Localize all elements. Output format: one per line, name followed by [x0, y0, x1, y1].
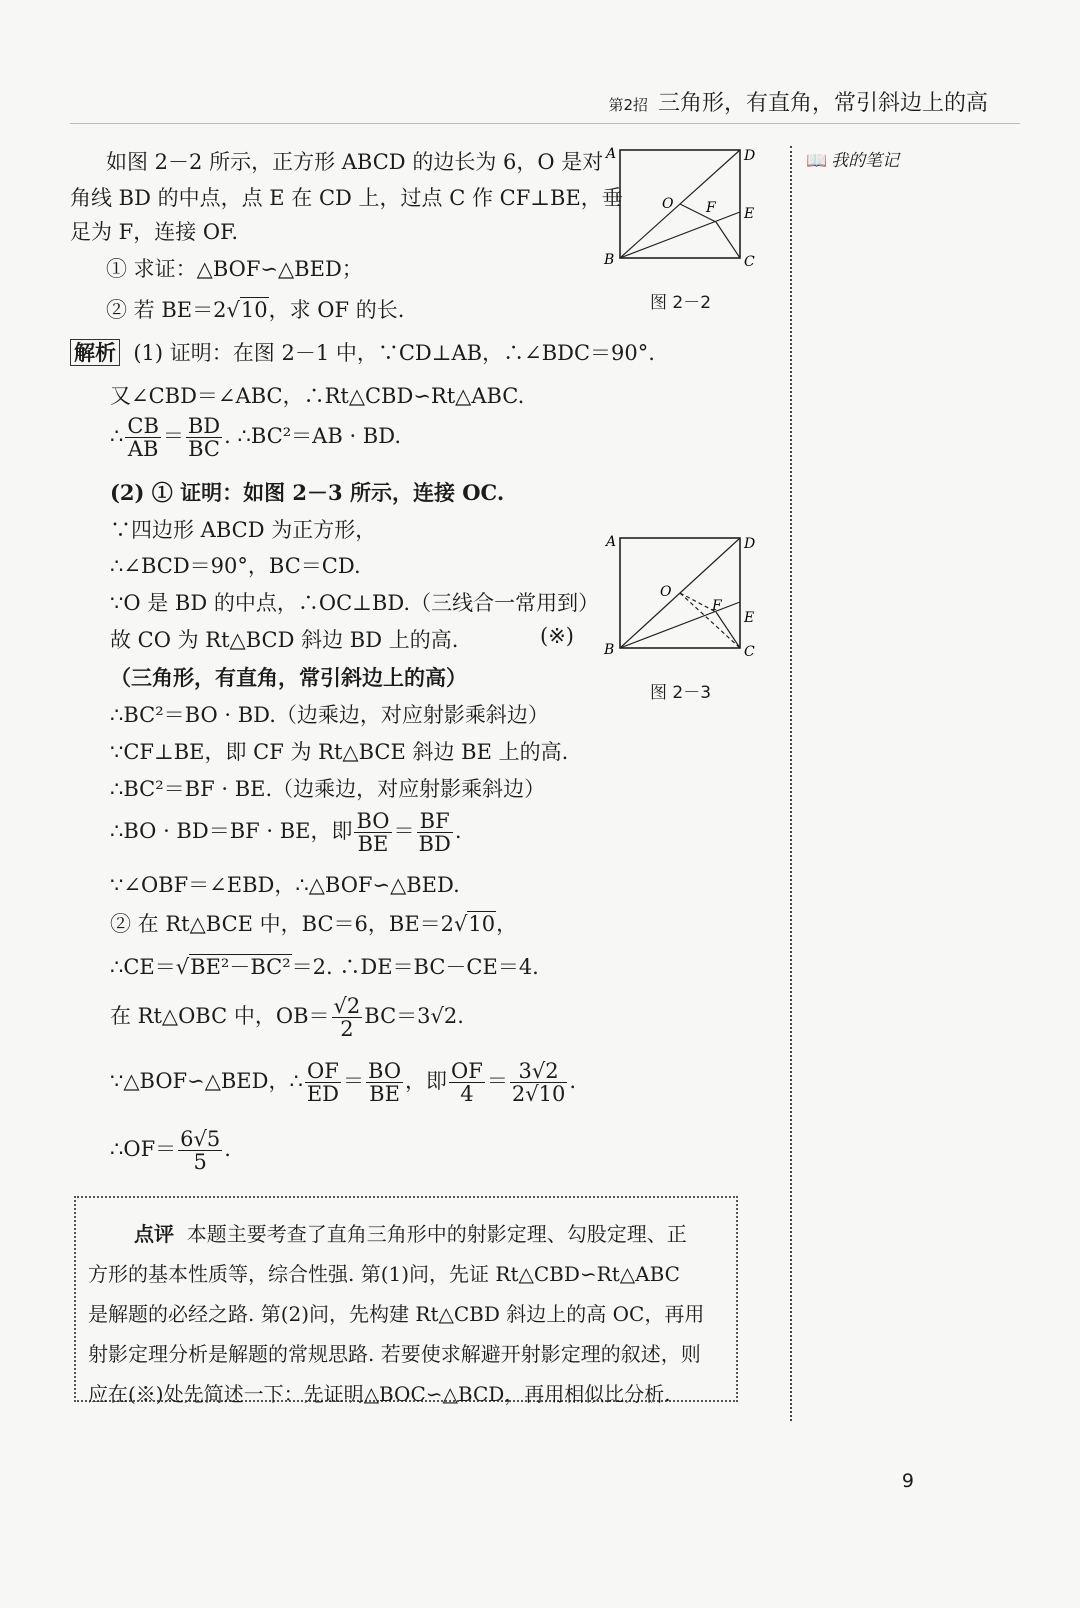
- s3-equals: ＝: [162, 424, 184, 449]
- fraction-cb-ab: $\frac{CB}{AB}$: [127, 414, 159, 462]
- review-label: 点评: [134, 1222, 174, 1246]
- solution-line-8: 故 CO 为 Rt△BCD 斜边 BD 上的高.: [110, 628, 459, 652]
- solution-line-4: (2) ① 证明：如图 2－3 所示，连接 OC.: [110, 480, 505, 505]
- fraction-6sqrt5-5: $\frac{6√5}{5}$: [180, 1127, 221, 1175]
- fraction-bo-be: $\frac{BO}{BE}$: [356, 809, 390, 857]
- fig1-label-a: A: [606, 146, 617, 162]
- notes-separator: [790, 146, 792, 1421]
- solution-line-7: ∵O 是 BD 的中点，∴OC⊥BD.（三线合一常用到）: [110, 591, 600, 615]
- page-header: [608, 86, 988, 117]
- review-box: [74, 1196, 738, 1406]
- s16-radicand: BE²－BC²: [190, 955, 291, 979]
- solution-line-17: [110, 995, 464, 1040]
- s13-pre: ∴BO · BD＝BF · BE，即: [110, 819, 353, 844]
- problem-line-2: 角线 BD 的中点，点 E 在 CD 上，过点 C 作 CF⊥BE，垂: [70, 186, 623, 210]
- figure-2-3: [600, 530, 770, 660]
- solution-line-6: ∴∠BCD＝90°，BC＝CD.: [110, 554, 361, 578]
- solution-line-18: [110, 1060, 576, 1105]
- s15-radicand: 10: [468, 912, 496, 936]
- solution-line-10: ∴BC²＝BO · BD.（边乘边，对应射影乘斜边）: [110, 703, 549, 727]
- s16-text: ∴CE＝: [110, 955, 176, 979]
- s18-equals: ＝: [343, 1069, 364, 1094]
- solution-line-1: [70, 337, 655, 367]
- question-2: ② 若 BE＝2√10，求 OF 的长.: [106, 298, 405, 322]
- solution-line-3: [110, 415, 401, 460]
- reference-mark: (※): [540, 624, 574, 648]
- s18-text: ∵△BOF∽△BED，∴: [110, 1069, 303, 1094]
- fig2-label-b: B: [604, 642, 615, 658]
- fig1-label-c: C: [744, 254, 755, 270]
- header-rule: [70, 123, 1020, 124]
- fraction-of-4: $\frac{OF}{4}$: [451, 1059, 483, 1107]
- solution-line-13: [110, 810, 462, 855]
- fraction-of-ed: $\frac{OF}{ED}$: [306, 1059, 339, 1107]
- s15-end: ，: [496, 912, 518, 936]
- s19-text: ∴OF＝: [110, 1137, 177, 1162]
- fig2-label-f: F: [712, 598, 722, 614]
- q2-text-end: ，求 OF 的长.: [268, 298, 405, 322]
- solution-line-5: ∵四边形 ABCD 为正方形，: [110, 518, 377, 542]
- review-line-1-text: 本题主要考查了直角三角形中的射影定理、勾股定理、正: [186, 1222, 687, 1246]
- s17-end: BC＝3√2.: [364, 1004, 464, 1029]
- fig1-label-f: F: [706, 200, 716, 216]
- page-number: 9: [901, 1470, 914, 1492]
- question-1: ① 求证：△BOF∽△BED；: [106, 257, 363, 281]
- solution-line-11: ∵CF⊥BE，即 CF 为 Rt△BCE 斜边 BE 上的高.: [110, 740, 569, 764]
- book-icon: 📖: [806, 151, 828, 171]
- solution-line-16: ∴CE＝√BE²－BC²＝2. ∴DE＝BC－CE＝4.: [110, 955, 539, 979]
- fraction-3sqrt2-2sqrt10: $\frac{3√2}{2√10}$: [511, 1059, 566, 1107]
- s13-equals: ＝: [393, 819, 415, 844]
- review-line-5: 应在(※)处先简述一下：先证明△BOC∽△BCD，再用相似比分析.: [88, 1382, 671, 1406]
- fig2-label-o: O: [660, 584, 672, 600]
- s3-post: . ∴BC²＝AB · BD.: [224, 424, 401, 449]
- notes-title-text: 我的笔记: [831, 151, 900, 171]
- q2-text: ② 若 BE＝2: [106, 298, 227, 322]
- chapter-tag: 第2招: [608, 96, 648, 114]
- solution-line-15: ② 在 Rt△BCE 中，BC＝6，BE＝2√10，: [110, 912, 518, 936]
- fraction-bf-bd: $\frac{BF}{BD}$: [418, 809, 451, 857]
- notes-title: [806, 146, 899, 171]
- fraction-bo-be-2: $\frac{BO}{BE}$: [368, 1059, 402, 1107]
- figure-2-2: [600, 142, 770, 270]
- fig2-label-e: E: [744, 610, 755, 626]
- s19-post: .: [224, 1137, 231, 1162]
- review-line-4: 射影定理分析是解题的常规思路. 若要使求解避开射影定理的叙述，则: [88, 1342, 701, 1366]
- s18-mid: ，即: [405, 1069, 448, 1094]
- s15-text: ② 在 Rt△BCE 中，BC＝6，BE＝2: [110, 912, 455, 936]
- s18-equals-2: ＝: [486, 1069, 508, 1094]
- fig1-label-o: O: [662, 196, 674, 212]
- analysis-tag: 解析: [70, 339, 120, 366]
- review-line-3: 是解题的必经之路. 第(2)问，先构建 Rt△CBD 斜边上的高 OC，再用: [88, 1302, 705, 1326]
- problem-line-3: 足为 F，连接 OF.: [70, 220, 239, 244]
- s13-post: .: [454, 819, 462, 844]
- fig2-label-d: D: [744, 536, 756, 552]
- problem-line-1: 如图 2－2 所示，正方形 ABCD 的边长为 6，O 是对: [106, 150, 604, 174]
- s16-end: ＝2. ∴DE＝BC－CE＝4.: [291, 955, 539, 979]
- review-line-2: 方形的基本性质等，综合性强. 第(1)问，先证 Rt△CBD∽Rt△ABC: [88, 1262, 680, 1286]
- s17-text: 在 Rt△OBC 中，OB＝: [110, 1004, 330, 1029]
- fig1-label-b: B: [604, 252, 615, 268]
- fraction-bd-bc: $\frac{BD}{BC}$: [187, 414, 221, 462]
- s3-pre: ∴: [110, 424, 124, 449]
- figure-2-2-caption: 图 2－2: [650, 293, 712, 313]
- solution-line-1-text: (1) 证明：在图 2－1 中，∵CD⊥AB，∴∠BDC＝90°.: [133, 341, 655, 365]
- fraction-sqrt2-2: $\frac{√2}{2}$: [333, 994, 361, 1042]
- review-line-1: [88, 1214, 736, 1254]
- fig2-label-a: A: [606, 534, 617, 550]
- solution-line-9: （三角形，有直角，常引斜边上的高）: [110, 665, 467, 690]
- solution-line-19: [110, 1128, 231, 1173]
- fig2-label-c: C: [744, 644, 755, 660]
- solution-line-12: ∴BC²＝BF · BE.（边乘边，对应射影乘斜边）: [110, 777, 546, 801]
- chapter-title: 三角形，有直角，常引斜边上的高: [657, 91, 988, 116]
- q2-radicand: 10: [240, 298, 268, 322]
- figure-2-3-caption: 图 2－3: [650, 683, 712, 703]
- fig1-label-d: D: [744, 148, 756, 164]
- s18-post: .: [569, 1069, 576, 1094]
- fig1-label-e: E: [744, 206, 755, 222]
- solution-line-14: ∵∠OBF＝∠EBD，∴△BOF∽△BED.: [110, 873, 460, 897]
- solution-line-2: 又∠CBD＝∠ABC，∴Rt△CBD∽Rt△ABC.: [110, 384, 525, 408]
